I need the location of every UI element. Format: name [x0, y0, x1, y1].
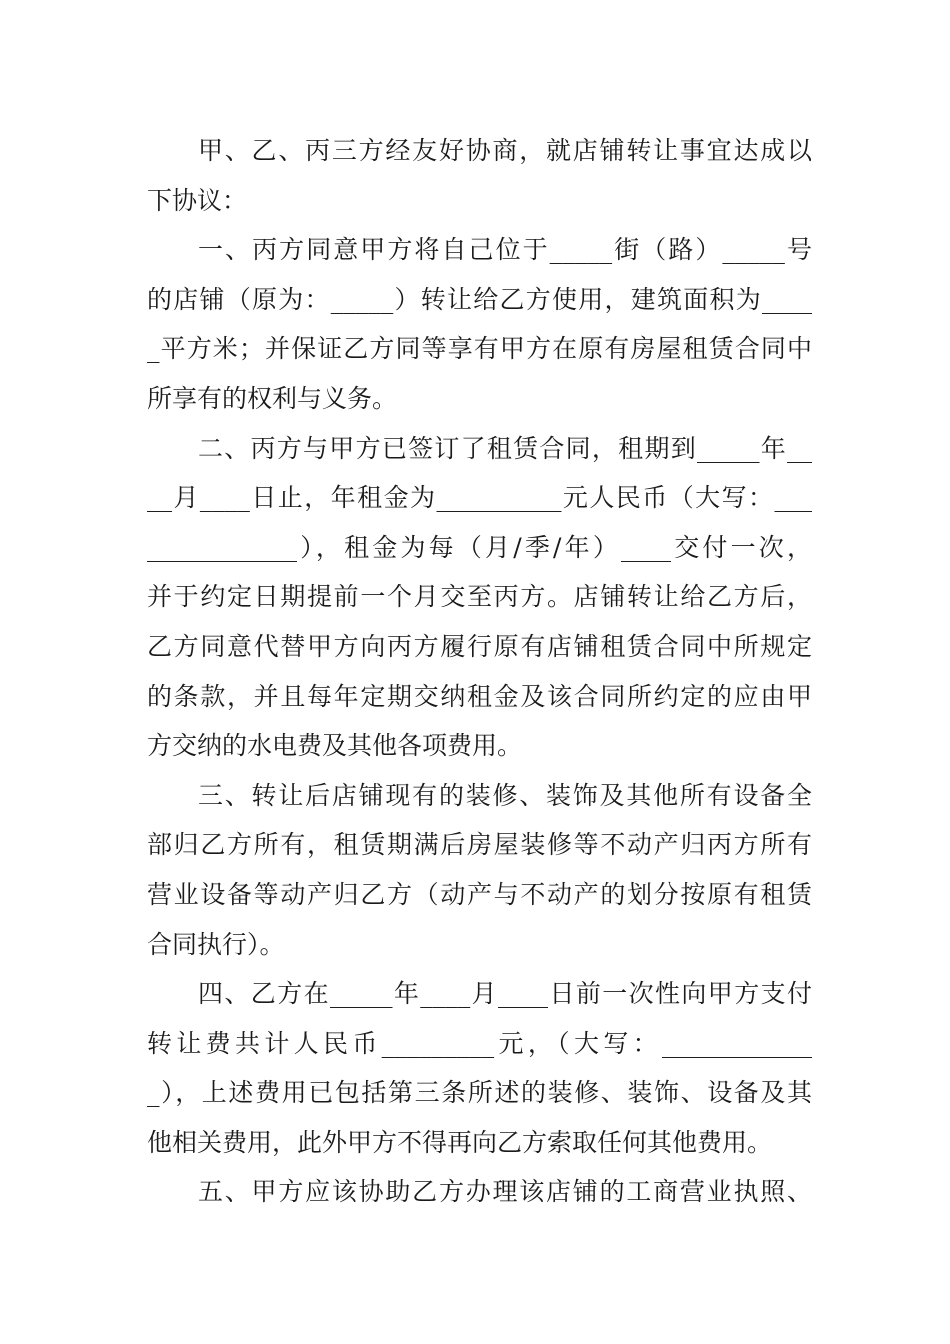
text-line: 一、丙方同意甲方将自己位于_____街（路）_____号 [198, 235, 812, 265]
text-line: _），上述费用已包括第三条所述的装修、装饰、设备及其 [147, 1078, 812, 1108]
text-line: 营业设备等动产归乙方（动产与不动产的划分按原有租赁 [147, 879, 812, 909]
text-line: 方交纳的水电费及其他各项费用。 [147, 731, 523, 761]
text-line: ____________），租金为每（月/季/年）____交付一次， [147, 532, 812, 562]
text-line: 并于约定日期提前一个月交至丙方。店铺转让给乙方后， [147, 582, 812, 612]
text-line: 乙方同意代替甲方向丙方履行原有店铺租赁合同中所规定 [147, 631, 812, 661]
text-line: 转让费共计人民币_________元，（大写：____________ [147, 1028, 812, 1058]
text-line: 四、乙方在_____年____月____日前一次性向甲方支付 [198, 979, 812, 1009]
text-line: __月____日止，年租金为__________元人民币（大写：___ [147, 483, 812, 513]
paragraph-clause-1 [147, 225, 812, 423]
text-line: 所享有的权利与义务。 [147, 383, 398, 413]
text-line: 下协议： [147, 185, 248, 215]
text-line: 五、甲方应该协助乙方办理该店铺的工商营业执照、 [198, 1177, 812, 1207]
paragraph-intro [147, 126, 812, 225]
paragraph-clause-4 [147, 969, 812, 1167]
text-line: 的店铺（原为：_____）转让给乙方使用，建筑面积为____ [147, 284, 812, 314]
text-line: 的条款，并且每年定期交纳租金及该合同所约定的应由甲 [147, 681, 812, 711]
paragraph-clause-3 [147, 771, 812, 969]
text-line: 三、转让后店铺现有的装修、装饰及其他所有设备全 [198, 780, 812, 810]
paragraph-clause-5 [147, 1167, 812, 1217]
text-line: 二、丙方与甲方已签订了租赁合同，租期到_____年__ [198, 433, 812, 463]
text-line: _平方米；并保证乙方同等享有甲方在原有房屋租赁合同中 [147, 334, 812, 364]
text-line: 他相关费用，此外甲方不得再向乙方索取任何其他费用。 [147, 1127, 773, 1157]
text-line: 合同执行）。 [147, 929, 285, 959]
text-line: 部归乙方所有，租赁期满后房屋装修等不动产归丙方所有 [147, 830, 812, 860]
text-line: 甲、乙、丙三方经友好协商，就店铺转让事宜达成以 [198, 136, 812, 165]
document-body [147, 126, 812, 1217]
paragraph-clause-2 [147, 424, 812, 771]
